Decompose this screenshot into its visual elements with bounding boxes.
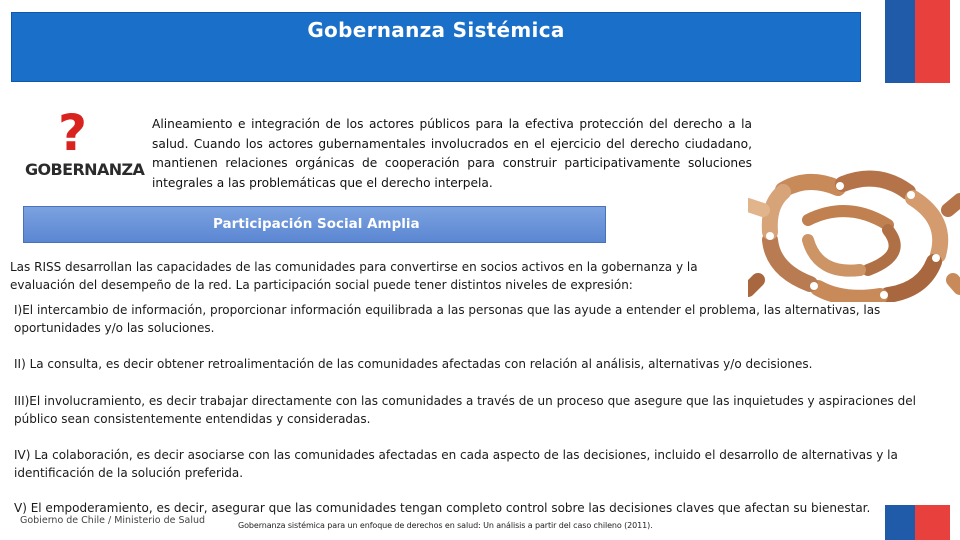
riss-paragraph: Las RISS desarrollan las capacidades de las comunidades para convertirse en socios activos en la gobernanza y la evaluación del desempeño de la red. La participación social puede tener distintos niveles de expresión: [10, 260, 698, 292]
level-item: II) La consulta, es decir obtener retroalimentación de las comunidades afectadas con relación al análisis, alternativas y/o decisiones. [14, 357, 813, 371]
footer-ministry: Gobierno de Chile / Ministerio de Salud [20, 515, 206, 526]
level-item: III)El involucramiento, es decir trabajar directamente con las comunidades a través de un proceso que asegure que las inquietudes y aspiraciones del público sean consistentemente entendidas y consideradas. [14, 394, 916, 426]
level-item: IV) La colaboración, es decir asociarse con las comunidades afectadas en cada aspecto de las decisiones, incluido el desarrollo de alternativas y la identificación de la solución preferida. [14, 448, 898, 480]
flag-top-red [915, 0, 950, 83]
footer-citation: Gobernanza sistémica para un enfoque de derechos en salud: Un análisis a partir del caso chileno (2011). [238, 521, 653, 530]
logo-word: GOBERNANZA [25, 160, 145, 179]
level-item: I)El intercambio de información, proporcionar información equilibrada a las personas que las ayude a entender el problema, las alternativas, las oportunidades y/o las soluciones. [14, 303, 881, 335]
page-title: Gobernanza Sistémica [307, 18, 565, 42]
gobernanza-logo [22, 104, 145, 188]
question-mark-icon: ? [58, 104, 88, 162]
flag-top-blue [885, 0, 915, 83]
section-heading: Participación Social Amplia [213, 216, 420, 232]
level-item: V) El empoderamiento, es decir, asegurar que las comunidades tengan completo control sobre las decisiones claves que afectan su bienestar. [14, 501, 871, 515]
hands-circle-photo [748, 170, 960, 302]
intro-paragraph: Alineamiento e integración de los actores públicos para la efectiva protección del derecho a la salud. Cuando los actores gubernamentales involucrados en el ejercicio del derecho ciudadano, mantienen relaciones orgánicas de cooperación para construir participativamente soluciones integrales a las problemáticas que el derecho interpela. [152, 117, 752, 190]
